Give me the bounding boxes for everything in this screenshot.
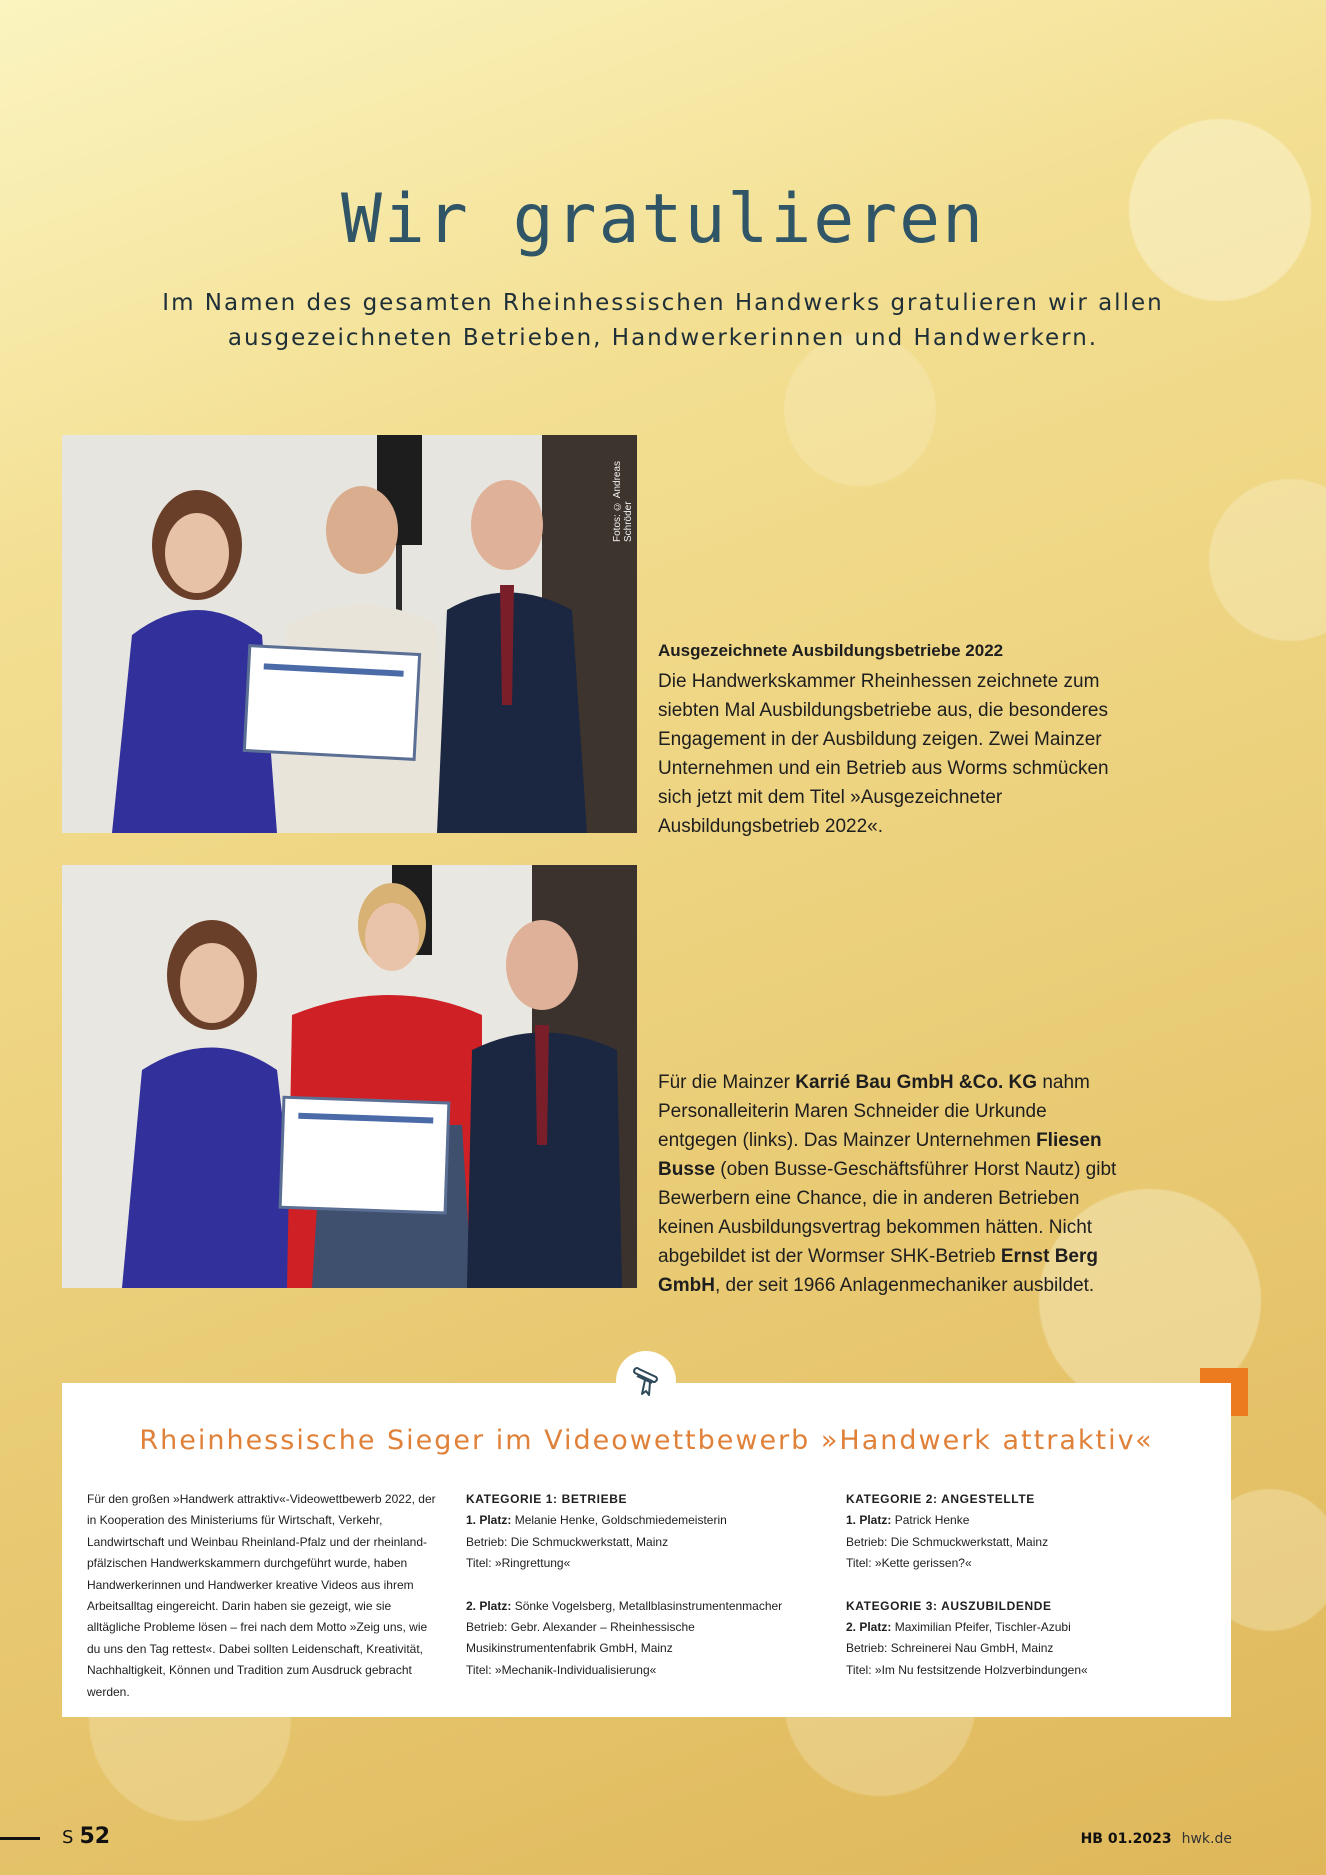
award-photo-2 bbox=[62, 865, 637, 1288]
winner-entry bbox=[466, 1596, 821, 1617]
badge bbox=[616, 1351, 676, 1411]
footer-rule bbox=[0, 1837, 40, 1840]
winner-title: Titel: »Mechanik-Individualisierung« bbox=[466, 1662, 657, 1677]
article-text: (oben Busse-Geschäftsführer Horst Nautz) gibt Bewerbern eine Chance, die in anderen Betrieben keinen Ausbildungsvertrag bekommen hätten. Nicht abgebildet ist der Wormser SHK-Betrieb bbox=[658, 1159, 1117, 1267]
winner-title: Titel: »Kette gerissen?« bbox=[846, 1556, 972, 1571]
scroll-icon bbox=[628, 1363, 664, 1399]
category-heading: KATEGORIE 3: AUSZUBILDENDE bbox=[846, 1598, 1052, 1613]
company-name: Fliesen Busse bbox=[658, 1130, 1102, 1180]
article-text: Für die Mainzer bbox=[658, 1072, 796, 1093]
category-2-3-column bbox=[846, 1489, 1206, 1681]
page-number bbox=[62, 1824, 110, 1849]
winner-company: Betrieb: Schreinerei Nau GmbH, Mainz bbox=[846, 1641, 1054, 1656]
category-1-column bbox=[466, 1489, 821, 1681]
winner-company: Betrieb: Gebr. Alexander – Rheinhessische Musikinstrumentenfabrik GmbH, Mainz bbox=[466, 1620, 695, 1656]
winner-name: Maximilian Pfeifer, Tischler-Azubi bbox=[891, 1620, 1071, 1635]
place-label: 1. Platz: bbox=[846, 1513, 892, 1528]
winner-company: Betrieb: Die Schmuckwerkstatt, Mainz bbox=[846, 1534, 1049, 1549]
page-title: Wir gratulieren bbox=[340, 180, 986, 259]
article-award-intro bbox=[658, 636, 1128, 841]
category-heading: KATEGORIE 2: ANGESTELLTE bbox=[846, 1492, 1035, 1506]
page-number-value: 52 bbox=[79, 1824, 111, 1849]
winner-name: Sönke Vogelsberg, Metallblasinstrumentenmacher bbox=[511, 1598, 783, 1613]
page-prefix: S bbox=[62, 1827, 74, 1848]
article-lead: Ausgezeichnete Ausbildungsbetriebe 2022 bbox=[658, 641, 1004, 660]
category-heading: KATEGORIE 1: BETRIEBE bbox=[466, 1492, 628, 1506]
company-name: Ernst Berg GmbH bbox=[658, 1246, 1098, 1296]
winner-title: Titel: »Im Nu festsitzende Holzverbindungen« bbox=[846, 1662, 1088, 1677]
panel-intro-column bbox=[87, 1489, 442, 1703]
winner-company: Betrieb: Die Schmuckwerkstatt, Mainz bbox=[466, 1534, 669, 1549]
panel-intro: Für den großen »Handwerk attraktiv«-Videowettbewerb 2022, der in Kooperation des Ministeriums für Wirtschaft, Verkehr, Landwirtschaft und Weinbau Rheinland-Pfalz und der rheinland-pfälzischen Handwerkskammern durchgeführt wurde, haben Handwerkerinnen und Handwerker kreative Videos aus ihrem Arbeitsalltag eingereicht. Darin haben sie gezeigt, wie sie alltägliche Probleme lösen – frei nach dem Motto »Zeig uns, wie du uns den Tag rettest«. Dabei sollten Leidenschaft, Kreativität, Nachhaltigkeit, Können und Tradition zum Ausdruck gebracht werden. bbox=[87, 1492, 436, 1699]
panel-title: Rheinhessische Sieger im Videowettbewerb »Handwerk attraktiv« bbox=[139, 1425, 1154, 1456]
company-name: Karrié Bau GmbH &Co. KG bbox=[795, 1072, 1038, 1093]
article-award-details bbox=[658, 1068, 1128, 1300]
winner-entry bbox=[846, 1510, 1206, 1531]
footer-meta bbox=[1081, 1831, 1232, 1847]
page-subtitle: Im Namen des gesamten Rheinhessischen Handwerks gratulieren wir allen ausgezeichneten Betrieben, Handwerkerinnen und Handwerkern. bbox=[162, 290, 1164, 351]
winner-name: Melanie Henke, Goldschmiedemeisterin bbox=[511, 1513, 727, 1528]
winner-name: Patrick Henke bbox=[891, 1513, 970, 1528]
place-label: 1. Platz: bbox=[466, 1513, 512, 1528]
award-photo-1 bbox=[62, 435, 637, 833]
place-label: 2. Platz: bbox=[466, 1598, 512, 1613]
video-contest-panel bbox=[62, 1383, 1231, 1717]
photo-credit: Fotos: © Andreas Schröder bbox=[612, 460, 634, 542]
article-body: Die Handwerkskammer Rheinhessen zeichnete zum siebten Mal Ausbildungsbetriebe aus, die besonderes Engagement in der Ausbildung zeigen. Zwei Mainzer Unternehmen und ein Betrieb aus Worms schmücken sich jetzt mit dem Titel »Ausgezeichneter Ausbildungsbetrieb 2022«. bbox=[658, 671, 1109, 837]
winner-entry bbox=[466, 1510, 821, 1531]
website-label: hwk.de bbox=[1181, 1831, 1232, 1847]
winner-title: Titel: »Ringrettung« bbox=[466, 1556, 571, 1571]
place-label: 2. Platz: bbox=[846, 1620, 892, 1635]
issue-label: HB 01.2023 bbox=[1080, 1831, 1172, 1847]
article-text: , der seit 1966 Anlagenmechaniker ausbildet. bbox=[715, 1275, 1095, 1296]
winner-entry bbox=[846, 1617, 1206, 1638]
article-text: nahm Personalleiterin Maren Schneider die Urkunde entgegen (links). Das Mainzer Unternehmen bbox=[658, 1072, 1090, 1151]
